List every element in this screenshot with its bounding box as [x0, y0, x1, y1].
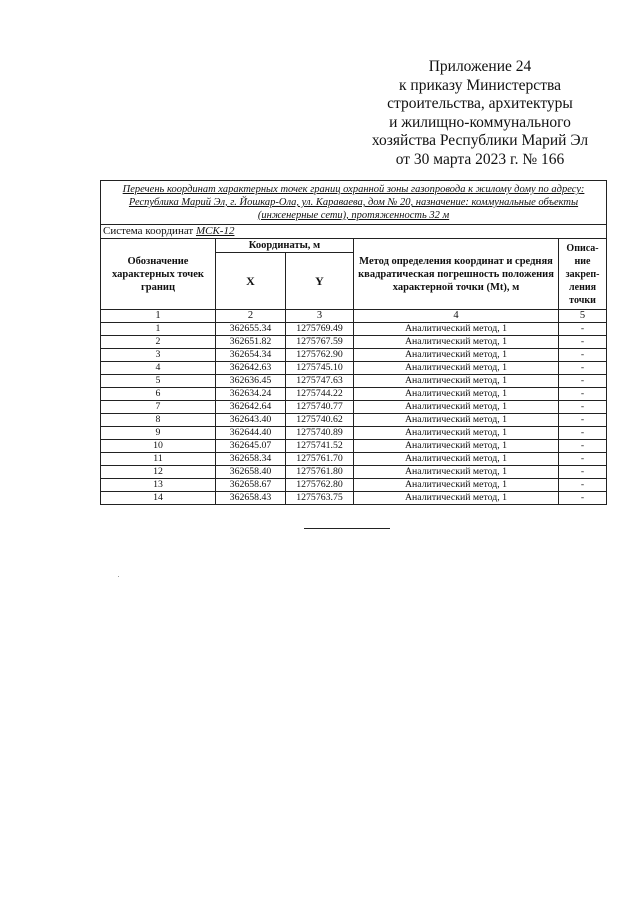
coordinates-table [100, 180, 607, 505]
x-coordinate: 362644.40 [216, 427, 286, 440]
method-cell: Аналитический метод, 1 [354, 349, 559, 362]
point-number: 8 [101, 414, 216, 427]
y-coordinate: 1275761.80 [286, 466, 354, 479]
header-line: строительства, архитектуры [387, 95, 573, 112]
method-cell: Аналитический метод, 1 [354, 466, 559, 479]
point-number: 3 [101, 349, 216, 362]
x-coordinate: 362643.40 [216, 414, 286, 427]
table-row [101, 414, 607, 427]
table-row [101, 375, 607, 388]
description-cell: - [559, 427, 607, 440]
header-designation: Обозначение характерных точек границ [101, 239, 216, 310]
y-coordinate: 1275747.63 [286, 375, 354, 388]
table-row [101, 401, 607, 414]
point-number: 11 [101, 453, 216, 466]
y-coordinate: 1275763.75 [286, 492, 354, 505]
appendix-header [330, 58, 630, 169]
table-caption: Перечень координат характерных точек границ охранной зоны газопровода к жилому дому по адресу: Республика Марий Эл, г. Йошкар-Ола, ул. Караваева, дом № 20, назначение: коммунальные объекты (инженерные сети), протяженность 32 м [101, 181, 607, 225]
description-cell: - [559, 453, 607, 466]
method-cell: Аналитический метод, 1 [354, 375, 559, 388]
x-coordinate: 362634.24 [216, 388, 286, 401]
y-coordinate: 1275744.22 [286, 388, 354, 401]
table-row [101, 323, 607, 336]
column-number: 1 [101, 310, 216, 323]
y-coordinate: 1275740.77 [286, 401, 354, 414]
coordinate-system-row [101, 225, 607, 239]
header-x: X [216, 253, 286, 310]
method-cell: Аналитический метод, 1 [354, 414, 559, 427]
header-line: к приказу Министерства [399, 76, 561, 94]
method-cell: Аналитический метод, 1 [354, 401, 559, 414]
x-coordinate: 362655.34 [216, 323, 286, 336]
column-number-row [101, 310, 607, 323]
point-number: 4 [101, 362, 216, 375]
table-row [101, 492, 607, 505]
caption-row [101, 181, 607, 225]
description-cell: - [559, 492, 607, 505]
column-header-row [101, 239, 607, 253]
column-number: 4 [354, 310, 559, 323]
description-cell: - [559, 362, 607, 375]
method-cell: Аналитический метод, 1 [354, 479, 559, 492]
table-row [101, 440, 607, 453]
point-number: 14 [101, 492, 216, 505]
point-number: 2 [101, 336, 216, 349]
x-coordinate: 362658.67 [216, 479, 286, 492]
x-coordinate: 362651.82 [216, 336, 286, 349]
scan-artifact [118, 576, 119, 577]
table-row [101, 427, 607, 440]
x-coordinate: 362658.43 [216, 492, 286, 505]
y-coordinate: 1275762.90 [286, 349, 354, 362]
point-number: 10 [101, 440, 216, 453]
description-cell: - [559, 466, 607, 479]
method-cell: Аналитический метод, 1 [354, 362, 559, 375]
y-coordinate: 1275740.62 [286, 414, 354, 427]
x-coordinate: 362658.40 [216, 466, 286, 479]
y-coordinate: 1275741.52 [286, 440, 354, 453]
header-line: хозяйства Республики Марий Эл [371, 132, 589, 149]
method-cell: Аналитический метод, 1 [354, 323, 559, 336]
x-coordinate: 362636.45 [216, 375, 286, 388]
column-number: 5 [559, 310, 607, 323]
table-row [101, 466, 607, 479]
header-description: Описа-ние закреп-ления точки [559, 239, 607, 310]
method-cell: Аналитический метод, 1 [354, 492, 559, 505]
x-coordinate: 362654.34 [216, 349, 286, 362]
header-line: Приложение 24 [428, 58, 532, 75]
table-row [101, 388, 607, 401]
x-coordinate: 362658.34 [216, 453, 286, 466]
y-coordinate: 1275767.59 [286, 336, 354, 349]
method-cell: Аналитический метод, 1 [354, 427, 559, 440]
method-cell: Аналитический метод, 1 [354, 453, 559, 466]
point-number: 6 [101, 388, 216, 401]
description-cell: - [559, 336, 607, 349]
y-coordinate: 1275740.89 [286, 427, 354, 440]
footer-divider [304, 528, 390, 529]
x-coordinate: 362642.63 [216, 362, 286, 375]
table-row [101, 453, 607, 466]
description-cell: - [559, 375, 607, 388]
point-number: 12 [101, 466, 216, 479]
description-cell: - [559, 349, 607, 362]
point-number: 1 [101, 323, 216, 336]
description-cell: - [559, 323, 607, 336]
column-number: 3 [286, 310, 354, 323]
description-cell: - [559, 388, 607, 401]
coordinate-system [101, 225, 607, 239]
description-cell: - [559, 479, 607, 492]
header-line: от 30 марта 2023 г. № 166 [395, 150, 565, 168]
point-number: 9 [101, 427, 216, 440]
header-coordinates: Координаты, м [216, 239, 354, 253]
x-coordinate: 362645.07 [216, 440, 286, 453]
y-coordinate: 1275745.10 [286, 362, 354, 375]
coordinate-system-value: МСК-12 [195, 224, 235, 237]
y-coordinate: 1275762.80 [286, 479, 354, 492]
description-cell: - [559, 401, 607, 414]
y-coordinate: 1275761.70 [286, 453, 354, 466]
description-cell: - [559, 440, 607, 453]
table-row [101, 479, 607, 492]
header-method: Метод определения координат и средняя квадратическая погрешность положения характерной точки (Mt), м [354, 239, 559, 310]
method-cell: Аналитический метод, 1 [354, 440, 559, 453]
method-cell: Аналитический метод, 1 [354, 388, 559, 401]
table-row [101, 362, 607, 375]
header-line: и жилищно-коммунального [389, 113, 571, 131]
description-cell: - [559, 414, 607, 427]
point-number: 13 [101, 479, 216, 492]
table-row [101, 349, 607, 362]
column-number: 2 [216, 310, 286, 323]
table-row [101, 336, 607, 349]
y-coordinate: 1275769.49 [286, 323, 354, 336]
method-cell: Аналитический метод, 1 [354, 336, 559, 349]
point-number: 7 [101, 401, 216, 414]
header-y: Y [286, 253, 354, 310]
coordinate-system-label: Система координат [103, 224, 194, 237]
x-coordinate: 362642.64 [216, 401, 286, 414]
point-number: 5 [101, 375, 216, 388]
